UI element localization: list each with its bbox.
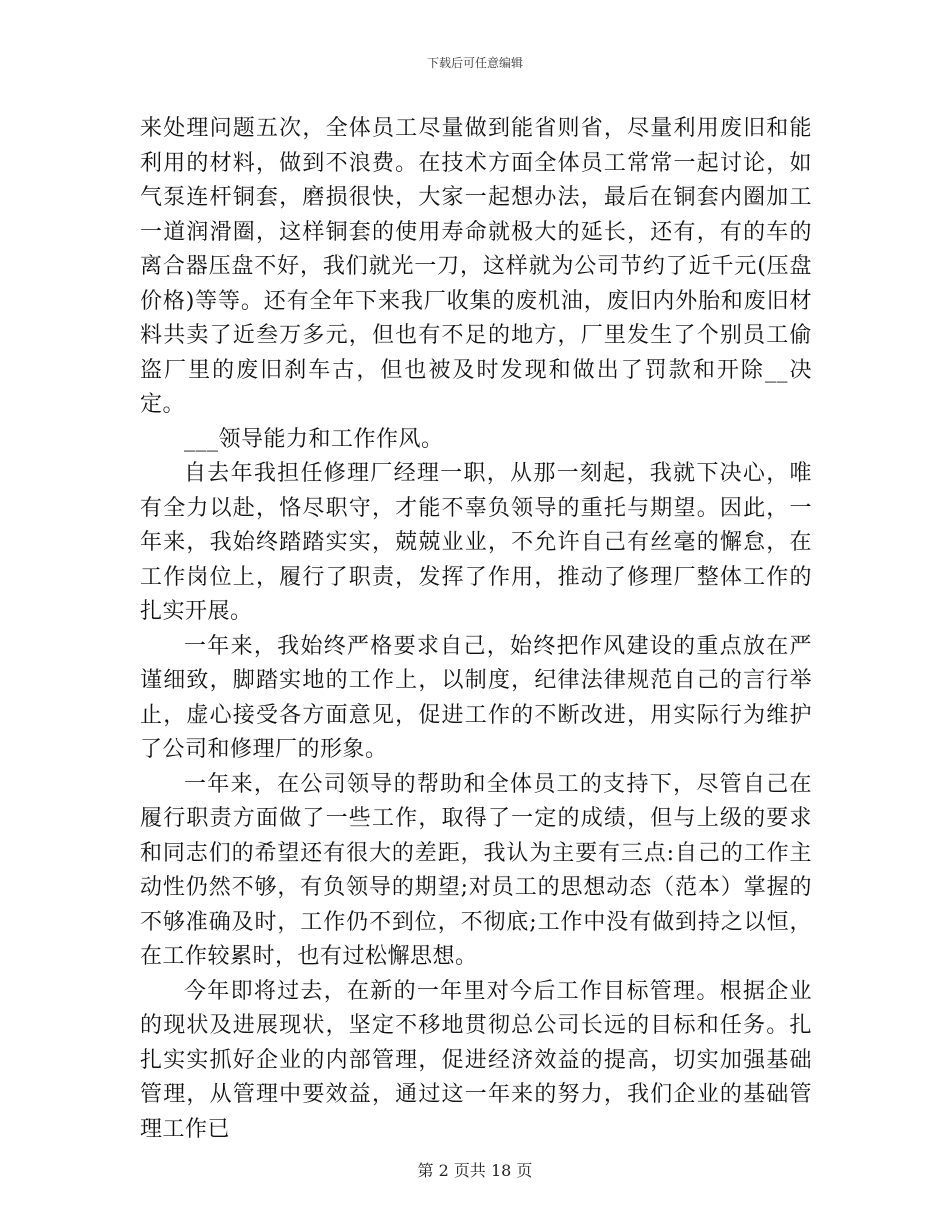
- page-footer-number: 第 2 页共 18 页: [417, 1161, 533, 1180]
- paragraph: 一年来，在公司领导的帮助和全体员工的支持下，尽管自己在履行职责方面做了一些工作，取得了一定的成绩，但与上级的要求和同志们的希望还有很大的差距，我认为主要有三点:自己的工作主动性仍然不够，有负领导的期望;对员工的思想动态（范本）掌握的不够准确及时，工作仍不到位，不彻底;工作中没有做到持之以恒，在工作较累时，也有过松懈思想。: [140, 771, 812, 969]
- paragraph: 自去年我担任修理厂经理一职，从那一刻起，我就下决心，唯有全力以赴，恪尽职守，才能不辜负领导的重托与期望。因此，一年来，我始终踏踏实实，兢兢业业，不允许自己有丝毫的懈怠，在工作岗位上，履行了职责，发挥了作用，推动了修理厂整体工作的扎实开展。: [140, 461, 812, 624]
- paragraph: 今年即将过去，在新的一年里对今后工作目标管理。根据企业的现状及进展现状，坚定不移地贯彻总公司长远的目标和任务。扎扎实实抓好企业的内部管理，促进经济效益的提高，切实加强基础管理，从管理中要效益，通过这一年来的努力，我们企业的基础管理工作已: [140, 978, 812, 1142]
- paragraph-continued: 来处理问题五次，全体员工尽量做到能省则省，尽量利用废旧和能利用的材料，做到不浪费。在技术方面全体员工常常一起讨论，如气泵连杆铜套，磨损很快，大家一起想办法，最后在铜套内圈加工一道润滑圈，这样铜套的使用寿命就极大的延长，还有，有的车的离合器压盘不好，我们就光一刀，这样就为公司节约了近千元(压盘价格)等等。还有全年下来我厂收集的废机油，废旧内外胎和废旧材料共卖了近叁万多元，但也有不足的地方，厂里发生了个别员工偷盗厂里的废旧刹车古，但也被及时发现和做出了罚款和开除__决定。: [140, 116, 812, 417]
- page-header: 下载后可任意编辑: [426, 56, 523, 70]
- section-heading-leadership: ___领导能力和工作作风。: [184, 426, 444, 452]
- paragraph: 一年来，我始终严格要求自己，始终把作风建设的重点放在严谨细致，脚踏实地的工作上，以制度，纪律法律规范自己的言行举止，虚心接受各方面意见，促进工作的不断改进，用实际行为维护了公司和修理厂的形象。: [140, 633, 812, 762]
- document-body: [140, 112, 812, 1147]
